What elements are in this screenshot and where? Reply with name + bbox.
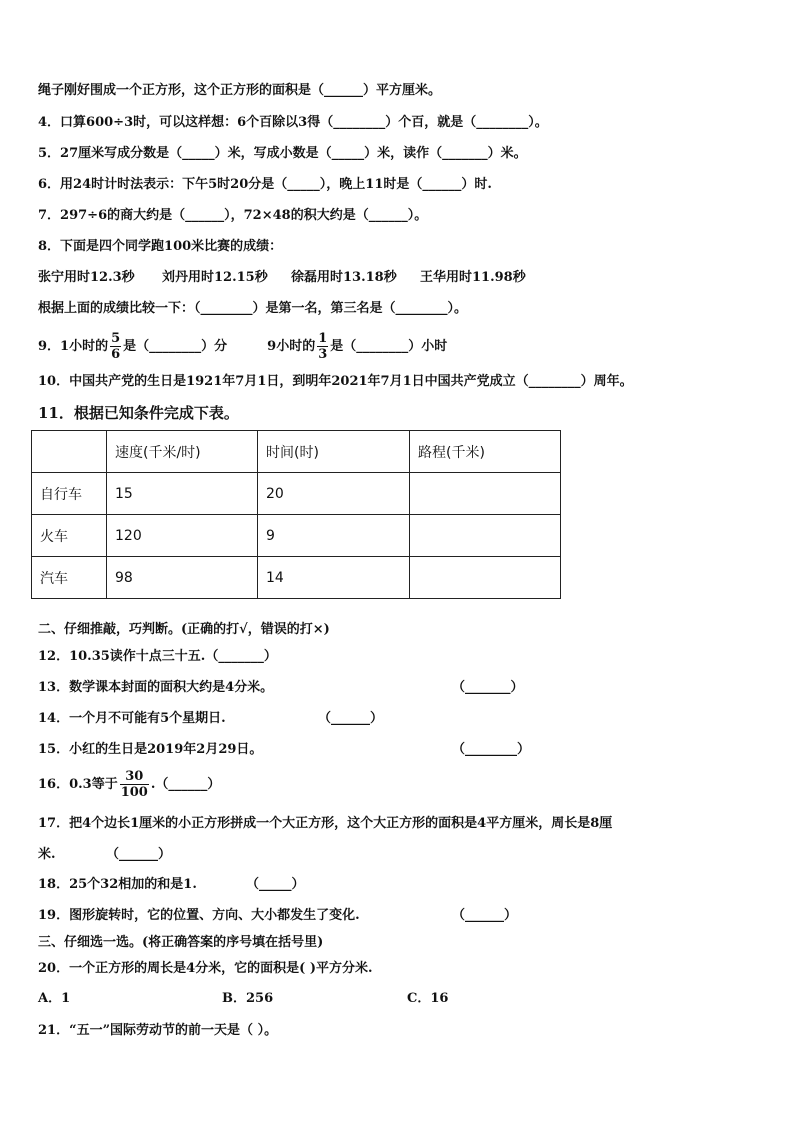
table-header-cell: 路程(千米) [410, 431, 561, 473]
question-9 [38, 330, 447, 364]
option-a: A．1 [38, 991, 71, 1006]
table-cell: 9 [258, 515, 410, 557]
fraction-five-sixths [110, 331, 121, 362]
table-cell [410, 473, 561, 515]
question-10: 10．中国共产党的生日是1921年7月1日，到明年2021年7月1日中国共产党成立（________）周年。 [38, 374, 633, 389]
table-cell: 汽车 [32, 557, 107, 599]
question-15-answer-blank: （________） [452, 742, 531, 757]
question-5: 5．27厘米写成分数是（_____）米，写成小数是（_____）米，读作（_______）米。 [38, 146, 527, 161]
question-11: 11．根据已知条件完成下表。 [38, 404, 239, 422]
question-12: 12．10.35读作十点三十五.（_______） [38, 649, 277, 664]
table-cell [410, 557, 561, 599]
table-header-cell: 速度(千米/时) [107, 431, 258, 473]
question-17-continued: 米. [38, 847, 56, 862]
question-21: 21．“五一”国际劳动节的前一天是（ ）。 [38, 1023, 278, 1038]
table-row [32, 557, 561, 599]
question-19-answer-blank: （______） [452, 908, 518, 923]
fraction-denominator: 100 [120, 785, 148, 800]
question-19: 19．图形旋转时，它的位置、方向、大小都发生了变化. [38, 908, 360, 923]
option-c: C．16 [407, 991, 449, 1006]
q9-prefix: 9．1小时的 [38, 339, 109, 354]
table-cell: 火车 [32, 515, 107, 557]
table-cell: 98 [107, 557, 258, 599]
question-13-answer-blank: （_______） [452, 680, 524, 695]
question-7: 7．297÷6的商大约是（______），72×48的积大约是（______）。 [38, 208, 428, 223]
q16-prefix: 16．0.3等于 [38, 777, 118, 792]
fraction-numerator: 30 [120, 769, 149, 785]
table-header-cell [32, 431, 107, 473]
speed-time-distance-table [31, 430, 561, 599]
option-b: B．256 [222, 991, 274, 1006]
table-cell: 14 [258, 557, 410, 599]
fraction-numerator: 1 [318, 331, 328, 346]
table-row [32, 515, 561, 557]
q9-suffix: 是（________）小时 [330, 339, 448, 354]
question-13: 13．数学课本封面的面积大约是4分米。 [38, 680, 274, 695]
q9-middle: 是（________）分 [123, 339, 228, 354]
fraction-one-third [317, 331, 328, 362]
question-15: 15．小红的生日是2019年2月29日。 [38, 742, 263, 757]
question-3-tail: 绳子刚好围成一个正方形，这个正方形的面积是（______）平方厘米。 [38, 83, 442, 98]
fraction-thirty-hundredths [120, 769, 149, 800]
question-14: 14．一个月不可能有5个星期日. [38, 711, 226, 726]
result-xulei: 徐磊用时13.18秒 [291, 270, 397, 285]
result-liudan: 刘丹用时12.15秒 [162, 270, 268, 285]
fraction-denominator: 3 [318, 347, 328, 362]
section-3-heading: 三、仔细选一选。(将正确答案的序号填在括号里) [38, 935, 324, 950]
section-2-heading: 二、仔细推敲，巧判断。(正确的打√，错误的打×) [38, 622, 330, 637]
fraction-numerator: 5 [111, 331, 121, 346]
question-17: 17．把4个边长1厘米的小正方形拼成一个大正方形，这个大正方形的面积是4平方厘米，周长是8厘 [38, 816, 613, 831]
result-wanghua: 王华用时11.98秒 [420, 270, 526, 285]
question-20: 20．一个正方形的周长是4分米，它的面积是( )平方分米. [38, 961, 373, 976]
q9-prefix-2: 9小时的 [267, 339, 316, 354]
q16-suffix: .（______） [150, 777, 221, 792]
table-header-cell: 时间(时) [258, 431, 410, 473]
question-6: 6．用24时计时法表示：下午5时20分是（_____），晚上11时是（______）时. [38, 177, 492, 192]
question-8-prompt: 根据上面的成绩比较一下：（________）是第一名，第三名是（________）。 [38, 301, 468, 316]
question-18-answer-blank: （_____） [246, 877, 305, 892]
table-cell: 自行车 [32, 473, 107, 515]
question-4: 4．口算600÷3时，可以这样想：6个百除以3得（________）个百，就是（________）。 [38, 115, 548, 130]
question-8: 8．下面是四个同学跑100米比赛的成绩： [38, 239, 283, 254]
fraction-denominator: 6 [111, 347, 121, 362]
question-18: 18．25个32相加的和是1. [38, 877, 197, 892]
table-cell: 20 [258, 473, 410, 515]
table-cell: 15 [107, 473, 258, 515]
table-header-row [32, 431, 561, 473]
question-14-answer-blank: （______） [318, 711, 384, 726]
table-cell: 120 [107, 515, 258, 557]
question-16 [38, 768, 220, 802]
result-zhangning: 张宁用时12.3秒 [38, 270, 135, 285]
table-cell [410, 515, 561, 557]
question-17-answer-blank: （______） [106, 847, 172, 862]
table-row [32, 473, 561, 515]
